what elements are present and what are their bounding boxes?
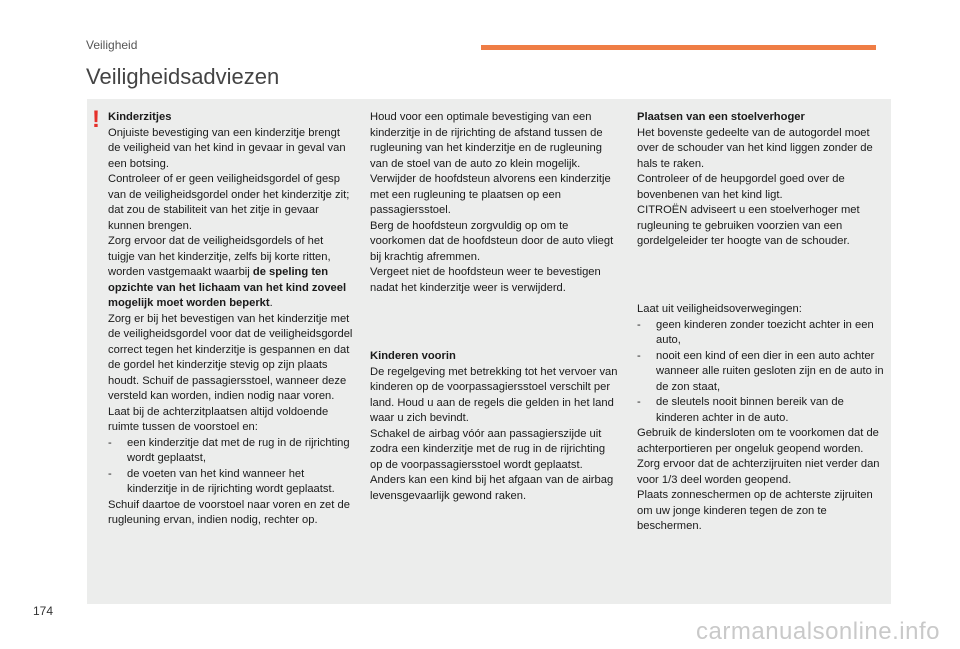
header-accent-bar	[481, 45, 876, 50]
heading-stoelverhoger: Plaatsen van een stoelverhoger	[637, 111, 805, 123]
list-item: - de voeten van het kind wanneer het kinderzitje in de rijrichting wordt geplaatst.	[108, 467, 335, 495]
section-label: Veiligheid	[86, 38, 138, 52]
column-veiligheidsoverwegingen	[637, 302, 887, 535]
list-item: - een kinderzitje dat met de rug in de rijrichting wordt geplaatst,	[108, 436, 350, 464]
heading-kinderen-voorin: Kinderen voorin	[370, 350, 456, 362]
list-item: - geen kinderen zonder toezicht achter in een auto,	[637, 318, 874, 346]
paragraph: CITROËN adviseert u een stoelverhoger met rugleuning te gebruiken voorzien van een gordelgeleider ter hoogte van de schouder.	[637, 204, 860, 247]
watermark: carmanualsonline.info	[696, 618, 940, 645]
list-item: - de sleutels nooit binnen bereik van de kinderen achter in de auto.	[637, 396, 844, 424]
heading-kinderzitjes: Kinderzitjes	[108, 111, 172, 123]
column-stoelverhoger	[637, 110, 882, 250]
list-item: - nooit een kind of een dier in een auto achter wanneer alle ruiten gesloten zijn en de auto in de zon staat,	[637, 349, 884, 393]
paragraph: Plaats zonneschermen op de achterste zijruiten om uw jonge kinderen tegen de zon te beschermen.	[637, 489, 873, 532]
page-title: Veiligheidsadviezen	[86, 64, 280, 89]
column-kinderen-voorin	[370, 349, 620, 504]
paragraph: Zorg ervoor dat de achterzijruiten niet verder dan voor 1/3 deel worden geopend.	[637, 458, 880, 486]
paragraph: Onjuiste bevestiging van een kinderzitje brengt de veiligheid van het kind in gevaar in geval van een botsing.	[108, 126, 346, 170]
paragraph: Verwijder de hoofdsteun alvorens een kinderzitje met een rugleuning te plaatsen op een passagiersstoel.	[370, 173, 611, 216]
warning-icon: !	[92, 106, 100, 133]
paragraph: Zorg ervoor dat de veiligheidsgordels of het tuigje van het kinderzitje, zelfs bij korte ritten, worden vastgemaakt waarbij de speling ten opzichte van het lichaam van het kind zoveel mogelijk moet worden beperkt.	[108, 235, 347, 309]
paragraph: Berg de hoofdsteun zorgvuldig op om te voorkomen dat de hoofdsteun door de auto vliegt bij krachtig afremmen.	[370, 219, 614, 263]
paragraph: Houd voor een optimale bevestiging van een kinderzitje in de rijrichting de afstand tussen de rugleuning van het kinderzitje en de rugleuning van de stoel van de auto zo klein mogelijk.	[370, 111, 603, 170]
paragraph: Schakel de airbag vóór aan passagierszijde uit zodra een kinderzitje met de rug in de rijrichting op de voorpassagiersstoel wordt geplaatst. Anders kan een kind bij het afgaan van de airbag levensgevaarlijk gewond raken.	[370, 427, 614, 502]
paragraph: Schuif daartoe de voorstoel naar voren en zet de rugleuning ervan, indien nodig, rechter op.	[108, 498, 350, 526]
paragraph: Zorg er bij het bevestigen van het kinderzitje met de veiligheidsgordel voor dat de veiligheidsgordel correct tegen het kinderzitje is gespannen en dat de gordel het kinderzitje stevig op zijn plaats houdt. Schuif de passagiersstoel, wanneer deze versteld kan worden, indien nodig naar voren.	[108, 312, 353, 402]
column-hoofdsteun	[370, 110, 615, 296]
column-kinderzitjes	[108, 110, 353, 529]
paragraph: Vergeet niet de hoofdsteun weer te bevestigen nadat het kinderzitje weer is verwijderd.	[370, 266, 601, 294]
paragraph: Controleer of de heupgordel goed over de bovenbenen van het kind ligt.	[637, 173, 845, 201]
page-number: 174	[33, 604, 54, 618]
paragraph: Gebruik de kindersloten om te voorkomen dat de achterportieren per ongeluk geopend worden.	[637, 427, 879, 455]
paragraph: Laat uit veiligheidsoverwegingen:	[637, 303, 802, 315]
paragraph: Laat bij de achterzitplaatsen altijd voldoende ruimte tussen de voorstoel en:	[108, 405, 329, 433]
paragraph: Controleer of er geen veiligheidsgordel of gesp van de veiligheidsgordel onder het kinderzitje zit; dat zou de stabiliteit van het zitje in gevaar kunnen brengen.	[108, 173, 350, 232]
paragraph: Het bovenste gedeelte van de autogordel moet over de schouder van het kind liggen zonder de hals te raken.	[637, 126, 873, 170]
paragraph: De regelgeving met betrekking tot het vervoer van kinderen op de voorpassagiersstoel verschilt per land. Houd u aan de regels die gelden in het land waar u zich bevindt.	[370, 365, 618, 424]
